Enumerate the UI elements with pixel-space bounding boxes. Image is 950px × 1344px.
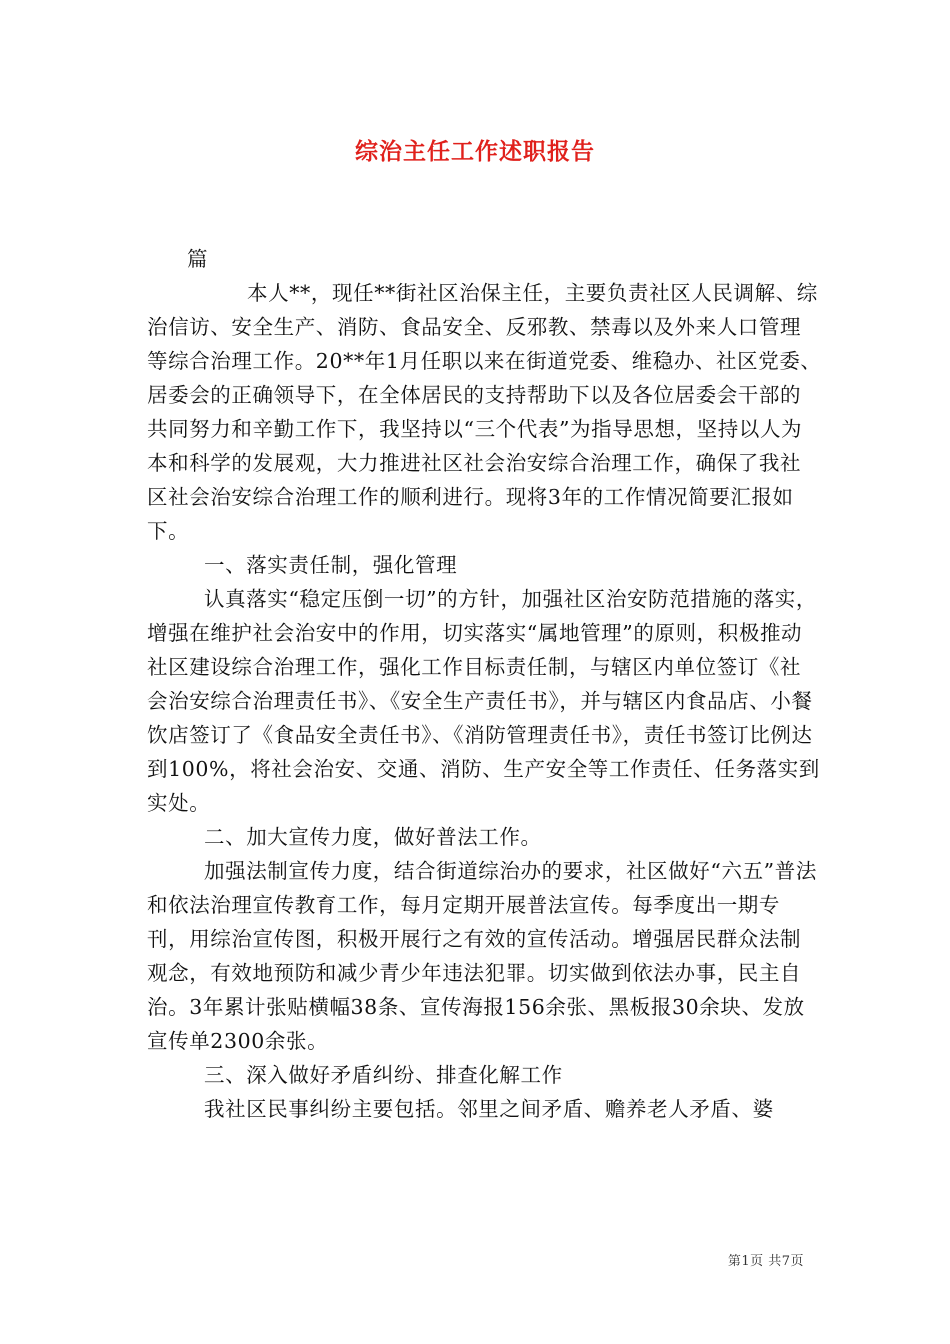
- paragraph-section-1: 认真落实“稳定压倒一切”的方针，加强社区治安防范措施的落实，增强在维护社会治安中的作用，切实落实“属地管理”的原则，积极推动社区建设综合治理工作，强化工作目标责任制，与辖区内单位签订《社会治安综合治理责任书》、《安全生产责任书》，并与辖区内食品店、小餐饮店签订了《食品安全责任书》、《消防管理责任书》，责任书签订比例达到100%，将社会治安、交通、消防、生产安全等工作责任、任务落实到实处。: [147, 587, 820, 815]
- page-title: 综治主任工作述职报告: [355, 138, 595, 165]
- heading-section-1: 一、落实责任制，强化管理: [204, 553, 458, 577]
- paragraph-section-2: 加强法制宣传力度，结合街道综治办的要求，社区做好“六五”普法和依法治理宣传教育工作，每月定期开展普法宣传。每季度出一期专刊，用综治宣传图，积极开展行之有效的宣传活动。增强居民群众法制观念，有效地预防和减少青少年违法犯罪。切实做到依法办事，民主自治。3年累计张贴横幅38条、宣传海报156余张、黑板报30余块、发放宣传单2300余张。: [147, 859, 817, 1053]
- paragraph-intro: 本人**，现任**街社区治保主任，主要负责社区人民调解、综治信访、安全生产、消防、食品安全、反邪教、禁毒以及外来人口管理等综合治理工作。20**年1月任职以来在街道党委、维稳办、社区党委、居委会的正确领导下，在全体居民的支持帮助下以及各位居委会干部的共同努力和辛勤工作下，我坚持以“三个代表”为指导思想，坚持以人为本和科学的发展观，大力推进社区社会治安综合治理工作，确保了我社区社会治安综合治理工作的顺利进行。现将3年的工作情况简要汇报如下。: [147, 281, 822, 543]
- page-number-footer: 第1页 共7页: [727, 1254, 804, 1269]
- paragraph-section-3: 我社区民事纠纷主要包括。邻里之间矛盾、赡养老人矛盾、婆: [204, 1097, 774, 1121]
- section-label: 篇: [187, 247, 208, 271]
- heading-section-2: 二、加大宣传力度，做好普法工作。: [204, 825, 542, 849]
- heading-section-3: 三、深入做好矛盾纠纷、排查化解工作: [204, 1063, 563, 1087]
- document-body: [147, 276, 822, 1126]
